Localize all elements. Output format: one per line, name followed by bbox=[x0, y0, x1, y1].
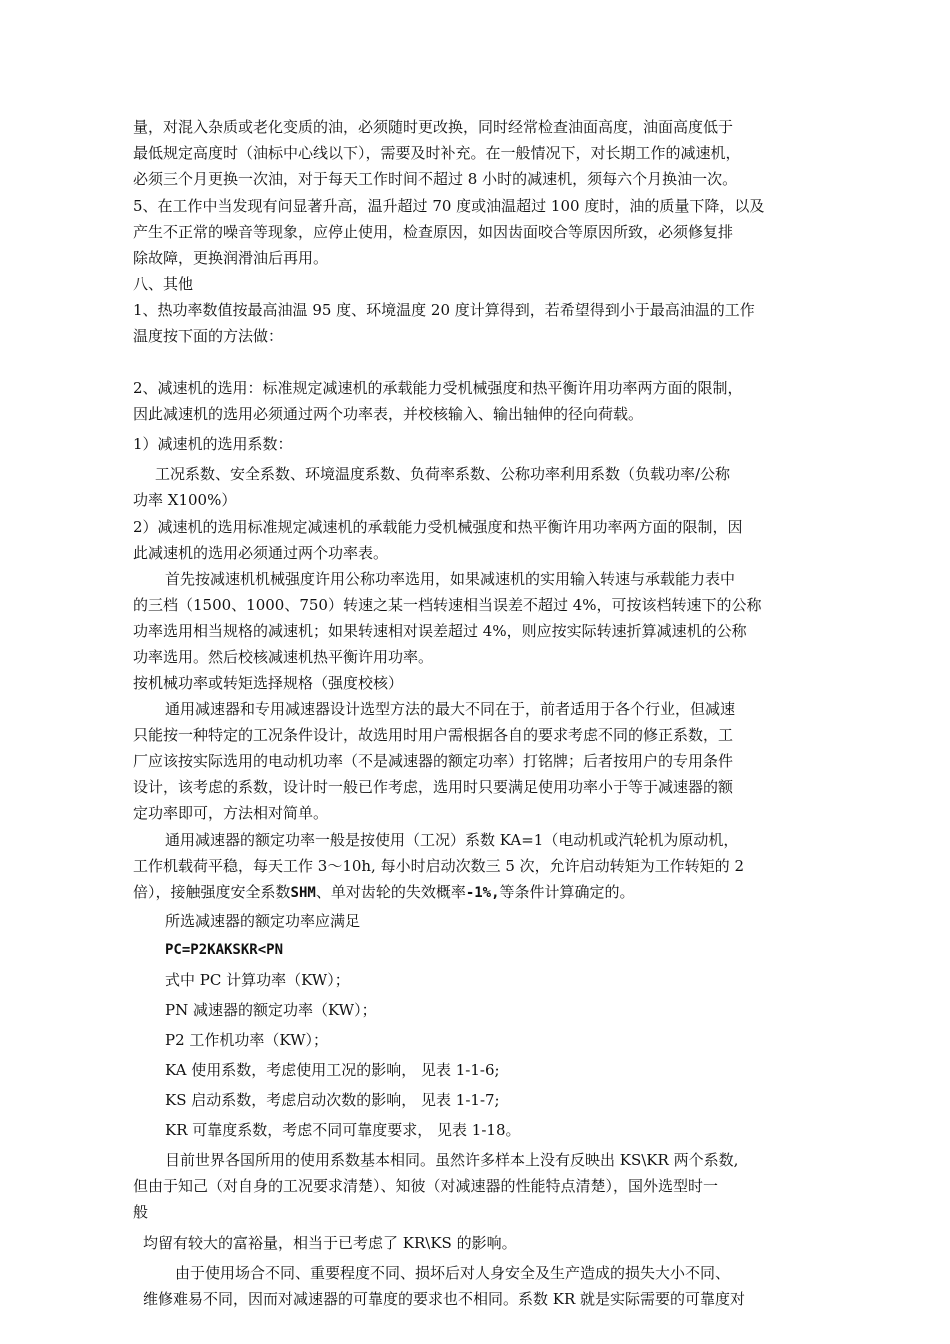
text-line bbox=[133, 881, 635, 903]
text-line: 所选减速器的额定功率应满足 bbox=[165, 912, 361, 930]
section-heading: 八、其他 bbox=[133, 275, 194, 293]
text-line: KS 启动系数，考虑启动次数的影响， 见表 1-1-7; bbox=[165, 1091, 500, 1109]
text-line: 厂应该按实际选用的电动机功率（不是减速器的额定功率）打铭牌；后者按用户的专用条件 bbox=[133, 752, 734, 770]
text-line: 功率 X100%） bbox=[133, 491, 237, 509]
text-line: P2 工作机功率（KW）； bbox=[165, 1031, 328, 1049]
text-line: 此减速机的选用必须通过两个功率表。 bbox=[133, 544, 389, 562]
text-line: 量，对混入杂质或老化变质的油，必须随时更改换，同时经常检查油面高度，油面高度低于 bbox=[133, 118, 734, 136]
formula: PC=P2KAKSKR<PN bbox=[165, 942, 284, 958]
text-line: 2、减速机的选用：标准规定减速机的承载能力受机械强度和热平衡许用功率两方面的限制， bbox=[133, 379, 743, 397]
text-segment-bold: -1%, bbox=[465, 885, 500, 901]
text-line: 工作机载荷平稳，每天工作 3〜10h, 每小时启动次数三 5 次，允许启动转矩为工作转矩的 2 bbox=[133, 857, 744, 875]
text-line: 目前世界各国所用的使用系数基本相同。虽然许多样本上没有反映出 KS\KR 两个系数, bbox=[165, 1151, 739, 1169]
text-line: 2）减速机的选用标准规定减速机的承载能力受机械强度和热平衡许用功率两方面的限制，因 bbox=[133, 518, 743, 536]
text-line: 最低规定高度时（油标中心线以下），需要及时补充。在一般情况下，对长期工作的减速机， bbox=[133, 144, 741, 162]
text-line: 般 bbox=[133, 1203, 149, 1221]
text-line: 均留有较大的富裕量，相当于已考虑了 KR\KS 的影响。 bbox=[143, 1234, 517, 1252]
text-line: PN 减速器的额定功率（KW）； bbox=[165, 1001, 377, 1019]
text-line: 除故障，更换润滑油后再用。 bbox=[133, 249, 329, 267]
text-line: KR 可靠度系数，考虑不同可靠度要求， 见表 1-18。 bbox=[165, 1121, 521, 1139]
text-line: 式中 PC 计算功率（KW）； bbox=[165, 971, 350, 989]
text-line: KA 使用系数，考虑使用工况的影响， 见表 1-1-6; bbox=[165, 1061, 500, 1079]
text-line: 定功率即可，方法相对简单。 bbox=[133, 804, 329, 822]
text-line: 但由于知己（对自身的工况要求清楚）、知彼（对减速器的性能特点清楚），国外选型时一 bbox=[133, 1177, 719, 1195]
text-line: 1）减速机的选用系数： bbox=[133, 435, 293, 453]
text-segment-bold: SHM bbox=[290, 885, 316, 901]
text-line: 温度按下面的方法做： bbox=[133, 327, 284, 345]
text-line: 设计，该考虑的系数，设计时一般已作考虑，选用时只要满足使用功率小于等于减速器的额 bbox=[133, 778, 734, 796]
text-line: 功率选用。然后校核减速机热平衡许用功率。 bbox=[133, 648, 434, 666]
text-line: 由于使用场合不同、重要程度不同、损坏后对人身安全及生产造成的损失大小不同、 bbox=[175, 1264, 731, 1282]
text-segment: 倍），接触强度安全系数 bbox=[133, 883, 291, 901]
text-line: 1、热功率数值按最高油温 95 度、环境温度 20 度计算得到，若希望得到小于最高油温的工作 bbox=[133, 301, 755, 319]
text-segment: 、单对齿轮的失效概率 bbox=[315, 883, 466, 901]
text-line: 首先按减速机机械强度许用公称功率选用，如果减速机的实用输入转速与承载能力表中 bbox=[165, 570, 736, 588]
text-line: 功率选用相当规格的减速机；如果转速相对误差超过 4%，则应按实际转速折算减速机的公称 bbox=[133, 622, 747, 640]
text-line: 工况系数、安全系数、环境温度系数、负荷率系数、公称功率利用系数（负载功率/公称 bbox=[155, 465, 731, 483]
text-line: 的三档（1500、1000、750）转速之某一档转速相当误差不超过 4%，可按该档转速下的公称 bbox=[133, 596, 762, 614]
text-line: 维修难易不同，因而对减速器的可靠度的要求也不相同。系数 KR 就是实际需要的可靠度对 bbox=[143, 1290, 746, 1308]
text-line: 通用减速器和专用减速器设计选型方法的最大不同在于，前者适用于各个行业，但减速 bbox=[165, 700, 736, 718]
text-line: 必须三个月更换一次油，对于每天工作时间不超过 8 小时的减速机，须每六个月换油一次。 bbox=[133, 170, 738, 188]
text-segment: 等条件计算确定的。 bbox=[499, 883, 635, 901]
text-line: 通用减速器的额定功率一般是按使用（工况）系数 KA=1（电动机或汽轮机为原动机， bbox=[165, 831, 739, 849]
text-line: 产生不正常的噪音等现象，应停止使用，检查原因，如因齿面咬合等原因所致，必须修复排 bbox=[133, 223, 734, 241]
section-heading: 按机械功率或转矩选择规格（强度校核） bbox=[133, 674, 404, 692]
text-line: 只能按一种特定的工况条件设计，故选用时用户需根据各自的要求考虑不同的修正系数，工 bbox=[133, 726, 734, 744]
text-line: 因此减速机的选用必须通过两个功率表，并校核输入、输出轴伸的径向荷载。 bbox=[133, 405, 644, 423]
text-line: 5、在工作中当发现有问显著升高，温升超过 70 度或油温超过 100 度时，油的质量下降，以及 bbox=[133, 197, 765, 215]
